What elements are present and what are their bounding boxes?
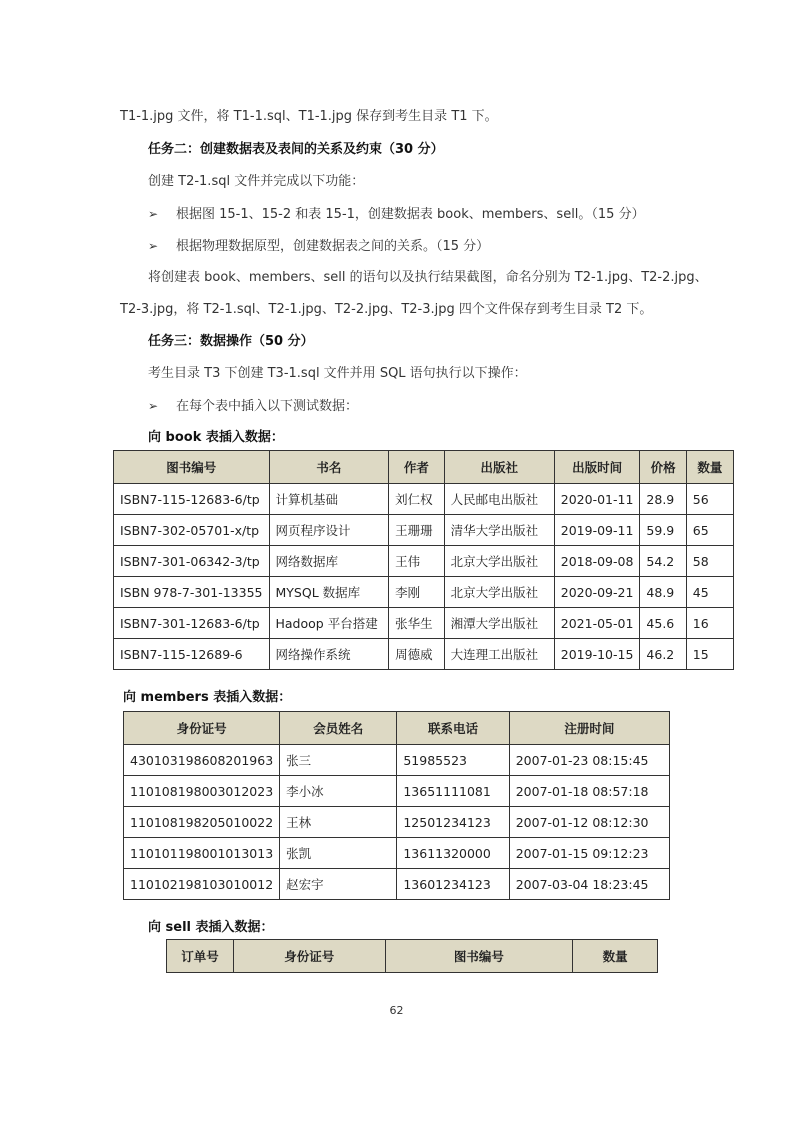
- column-header: 身份证号: [233, 940, 385, 973]
- table-cell: MYSQL 数据库: [269, 577, 389, 608]
- table-cell: 网页程序设计: [269, 515, 389, 546]
- table-cell: 网络操作系统: [269, 639, 389, 670]
- table-cell: 2007-01-18 08:57:18: [509, 776, 669, 807]
- table-row: [114, 577, 734, 608]
- members-table-caption: 向 members 表插入数据：: [123, 690, 292, 705]
- table-cell: 2020-09-21: [554, 577, 640, 608]
- column-header: 注册时间: [509, 712, 669, 745]
- table-cell: ISBN7-301-06342-3/tp: [114, 546, 270, 577]
- table-cell: 58: [686, 546, 733, 577]
- table-row: [124, 838, 670, 869]
- bullet-item-3: [148, 397, 358, 416]
- bullet-item-2: [148, 237, 489, 256]
- table-cell: 北京大学出版社: [444, 577, 554, 608]
- table-cell: ISBN 978-7-301-13355: [114, 577, 270, 608]
- table-cell: 人民邮电出版社: [444, 484, 554, 515]
- sell-table: [166, 939, 658, 973]
- column-header: 数量: [686, 451, 733, 484]
- table-cell: 13651111081: [397, 776, 509, 807]
- table-cell: 65: [686, 515, 733, 546]
- paragraph-4: 考生目录 T3 下创建 T3-1.sql 文件并用 SQL 语句执行以下操作：: [148, 366, 527, 381]
- column-header: 价格: [640, 451, 686, 484]
- task2-heading: 任务二：创建数据表及表间的关系及约束（30 分）: [148, 142, 444, 157]
- table-cell: 2018-09-08: [554, 546, 640, 577]
- table-cell: 北京大学出版社: [444, 546, 554, 577]
- column-header: 联系电话: [397, 712, 509, 745]
- table-row: [114, 639, 734, 670]
- column-header: 作者: [389, 451, 445, 484]
- table-cell: 2019-09-11: [554, 515, 640, 546]
- table-cell: ISBN7-301-12683-6/tp: [114, 608, 270, 639]
- paragraph-1: T1-1.jpg 文件，将 T1-1.sql、T1-1.jpg 保存到考生目录 T1 下。: [120, 109, 498, 124]
- sell-table-caption: 向 sell 表插入数据：: [148, 920, 274, 935]
- members-table: [123, 711, 670, 900]
- table-header-row: [167, 940, 658, 973]
- table-cell: 51985523: [397, 745, 509, 776]
- table-cell: 清华大学出版社: [444, 515, 554, 546]
- table-cell: 110101198001013013: [124, 838, 280, 869]
- table-cell: 13611320000: [397, 838, 509, 869]
- table-cell: 2007-01-12 08:12:30: [509, 807, 669, 838]
- table-cell: 45: [686, 577, 733, 608]
- table-cell: 王林: [280, 807, 397, 838]
- column-header: 订单号: [167, 940, 234, 973]
- table-header-row: [114, 451, 734, 484]
- table-cell: 16: [686, 608, 733, 639]
- table-cell: 45.6: [640, 608, 686, 639]
- table-row: [114, 546, 734, 577]
- bullet-text: 根据图 15-1、15-2 和表 15-1，创建数据表 book、members、sell。（15 分）: [176, 207, 645, 222]
- book-table-caption: 向 book 表插入数据：: [148, 430, 284, 445]
- column-header: 会员姓名: [280, 712, 397, 745]
- table-cell: 张凯: [280, 838, 397, 869]
- table-cell: 46.2: [640, 639, 686, 670]
- table-cell: 110108198003012023: [124, 776, 280, 807]
- table-row: [124, 869, 670, 900]
- table-cell: 2020-01-11: [554, 484, 640, 515]
- page-number: 62: [389, 1004, 404, 1017]
- table-row: [124, 776, 670, 807]
- table-cell: 大连理工出版社: [444, 639, 554, 670]
- table-cell: 56: [686, 484, 733, 515]
- table-cell: 赵宏宇: [280, 869, 397, 900]
- table-cell: 2007-01-23 08:15:45: [509, 745, 669, 776]
- table-cell: 刘仁权: [389, 484, 445, 515]
- table-cell: 张三: [280, 745, 397, 776]
- paragraph-3b: T2-3.jpg，将 T2-1.sql、T2-1.jpg、T2-2.jpg、T2-3.jpg 四个文件保存到考生目录 T2 下。: [120, 302, 653, 317]
- column-header: 书名: [269, 451, 389, 484]
- table-row: [114, 608, 734, 639]
- table-cell: 430103198608201963: [124, 745, 280, 776]
- table-cell: 2019-10-15: [554, 639, 640, 670]
- column-header: 图书编号: [114, 451, 270, 484]
- table-cell: 54.2: [640, 546, 686, 577]
- table-cell: 网络数据库: [269, 546, 389, 577]
- table-cell: 110108198205010022: [124, 807, 280, 838]
- column-header: 数量: [573, 940, 658, 973]
- table-cell: 王伟: [389, 546, 445, 577]
- table-cell: 周德威: [389, 639, 445, 670]
- column-header: 出版社: [444, 451, 554, 484]
- arrow-bullet-icon: ➢: [148, 207, 159, 221]
- table-header-row: [124, 712, 670, 745]
- table-cell: 王珊珊: [389, 515, 445, 546]
- table-cell: 28.9: [640, 484, 686, 515]
- book-table: [113, 450, 734, 670]
- table-cell: 15: [686, 639, 733, 670]
- table-cell: 计算机基础: [269, 484, 389, 515]
- table-cell: 2007-03-04 18:23:45: [509, 869, 669, 900]
- table-cell: 59.9: [640, 515, 686, 546]
- table-cell: ISBN7-115-12683-6/tp: [114, 484, 270, 515]
- table-cell: 张华生: [389, 608, 445, 639]
- table-cell: 110102198103010012: [124, 869, 280, 900]
- table-cell: 2007-01-15 09:12:23: [509, 838, 669, 869]
- table-cell: 13601234123: [397, 869, 509, 900]
- paragraph-3a: 将创建表 book、members、sell 的语句以及执行结果截图，命名分别为 T2-1.jpg、T2-2.jpg、: [148, 270, 708, 285]
- table-cell: ISBN7-115-12689-6: [114, 639, 270, 670]
- arrow-bullet-icon: ➢: [148, 239, 159, 253]
- bullet-item-1: [148, 205, 645, 224]
- table-cell: 湘潭大学出版社: [444, 608, 554, 639]
- arrow-bullet-icon: ➢: [148, 399, 159, 413]
- bullet-text: 在每个表中插入以下测试数据：: [176, 399, 359, 414]
- table-cell: 12501234123: [397, 807, 509, 838]
- bullet-text: 根据物理数据原型，创建数据表之间的关系。（15 分）: [176, 239, 490, 254]
- table-row: [124, 745, 670, 776]
- table-row: [114, 515, 734, 546]
- column-header: 出版时间: [554, 451, 640, 484]
- table-cell: Hadoop 平台搭建: [269, 608, 389, 639]
- column-header: 身份证号: [124, 712, 280, 745]
- table-row: [124, 807, 670, 838]
- table-row: [114, 484, 734, 515]
- table-cell: 李小冰: [280, 776, 397, 807]
- paragraph-2: 创建 T2-1.sql 文件并完成以下功能：: [148, 174, 365, 189]
- column-header: 图书编号: [385, 940, 573, 973]
- table-cell: 48.9: [640, 577, 686, 608]
- table-cell: ISBN7-302-05701-x/tp: [114, 515, 270, 546]
- table-cell: 2021-05-01: [554, 608, 640, 639]
- table-cell: 李刚: [389, 577, 445, 608]
- task3-heading: 任务三：数据操作（50 分）: [148, 334, 314, 349]
